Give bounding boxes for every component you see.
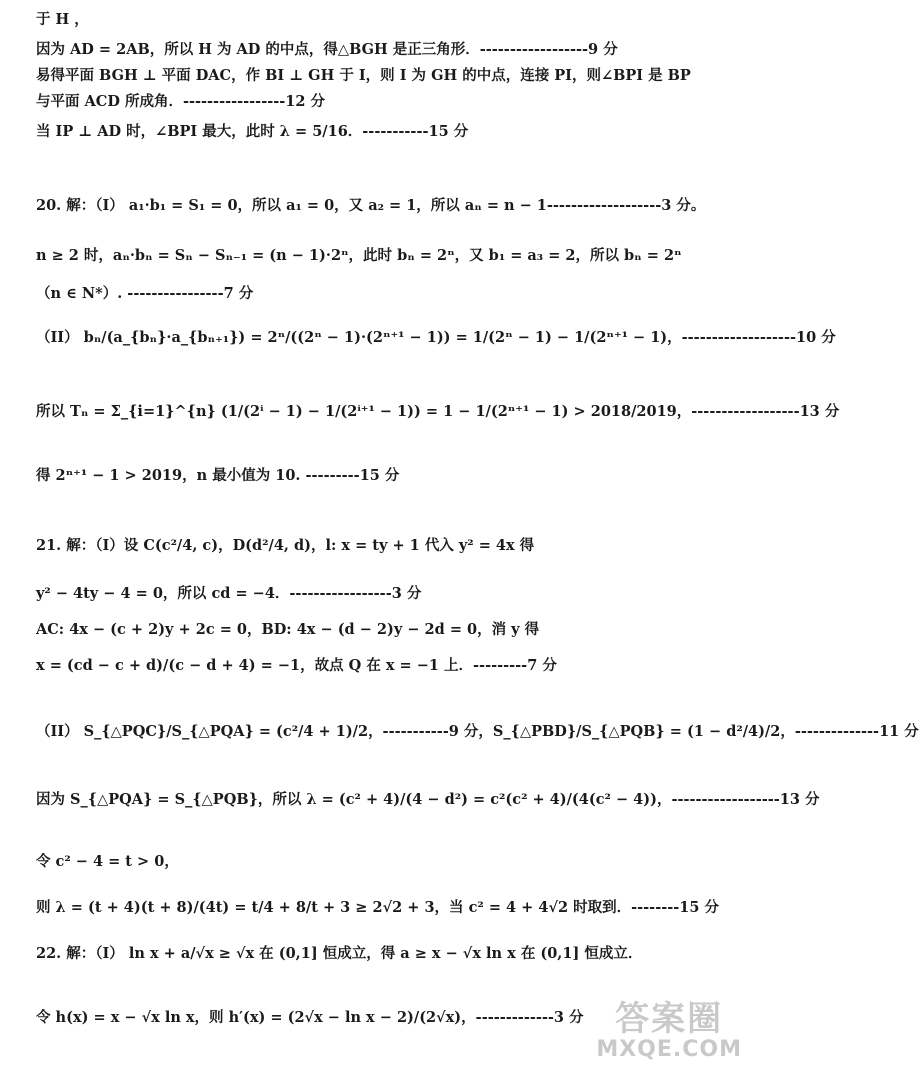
text-line-16: （II） S_{△PQC}/S_{△PQA} = (c²/4 + 1)/2，-----------9 分，S_{△PBD}/S_{△PQB} = (1 − d²/4)/2，--------------11 分 bbox=[36, 723, 919, 740]
text-line-10: 所以 Tₙ = Σ_{i=1}^{n} (1/(2ⁱ − 1) − 1/(2ⁱ⁺¹ − 1)) = 1 − 1/(2ⁿ⁺¹ − 1) > 2018/2019，------------------13 分 bbox=[36, 403, 840, 420]
text-line-11: 得 2ⁿ⁺¹ − 1 > 2019，n 最小值为 10. ---------15 分 bbox=[36, 467, 400, 484]
text-line-4: 与平面 ACD 所成角．-----------------12 分 bbox=[36, 93, 325, 110]
text-line-20: 22. 解：（I） ln x + a/√x ≥ √x 在 (0,1] 恒成立，得 a ≥ x − √x ln x 在 (0,1] 恒成立． bbox=[36, 945, 643, 962]
watermark-url: MXQE.COM bbox=[596, 1037, 742, 1062]
text-line-8: （n ∈ N*）. ----------------7 分 bbox=[36, 285, 254, 302]
watermark bbox=[596, 1000, 742, 1062]
text-line-7: n ≥ 2 时，aₙ·bₙ = Sₙ − Sₙ₋₁ = (n − 1)·2ⁿ，此时 bₙ = 2ⁿ，又 b₁ = a₃ = 2，所以 bₙ = 2ⁿ bbox=[36, 247, 682, 264]
text-line-6: 20. 解：（I） a₁·b₁ = S₁ = 0，所以 a₁ = 0，又 a₂ = 1，所以 aₙ = n − 1-------------------3 分。 bbox=[36, 197, 706, 214]
text-line-9: （II） bₙ/(a_{bₙ}·a_{bₙ₊₁}) = 2ⁿ/((2ⁿ − 1)·(2ⁿ⁺¹ − 1)) = 1/(2ⁿ − 1) − 1/(2ⁿ⁺¹ − 1)，-------------------10 分 bbox=[36, 329, 836, 346]
text-line-17: 因为 S_{△PQA} = S_{△PQB}，所以 λ = (c² + 4)/(4 − d²) = c²(c² + 4)/(4(c² − 4))，------------------13 分 bbox=[36, 791, 820, 808]
text-line-19: 则 λ = (t + 4)(t + 8)/(4t) = t/4 + 8/t + 3 ≥ 2√2 + 3，当 c² = 4 + 4√2 时取到．--------15 分 bbox=[36, 899, 719, 916]
text-line-21: 令 h(x) = x − √x ln x，则 h′(x) = (2√x − ln x − 2)/(2√x)，-------------3 分 bbox=[36, 1009, 584, 1026]
text-line-14: AC: 4x − (c + 2)y + 2c = 0，BD: 4x − (d − 2)y − 2d = 0，消 y 得 bbox=[36, 621, 540, 638]
text-line-1: 于 H ， bbox=[36, 11, 89, 28]
text-line-12: 21. 解：（I）设 C(c²/4, c)，D(d²/4, d)，l: x = ty + 1 代入 y² = 4x 得 bbox=[36, 537, 535, 554]
text-line-15: x = (cd − c + d)/(c − d + 4) = −1，故点 Q 在 x = −1 上．---------7 分 bbox=[36, 657, 557, 674]
text-line-5: 当 IP ⊥ AD 时，∠BPI 最大，此时 λ = 5/16．-----------15 分 bbox=[36, 123, 469, 140]
text-line-2: 因为 AD = 2AB，所以 H 为 AD 的中点，得△BGH 是正三角形．------------------9 分 bbox=[36, 41, 618, 58]
text-line-13: y² − 4ty − 4 = 0，所以 cd = −4．-----------------3 分 bbox=[36, 585, 422, 602]
text-line-3: 易得平面 BGH ⊥ 平面 DAC，作 BI ⊥ GH 于 I，则 I 为 GH 的中点，连接 PI，则∠BPI 是 BP bbox=[36, 67, 691, 84]
watermark-logo-text: 答案圈 bbox=[615, 999, 724, 1039]
text-line-18: 令 c² − 4 = t > 0， bbox=[36, 853, 179, 870]
